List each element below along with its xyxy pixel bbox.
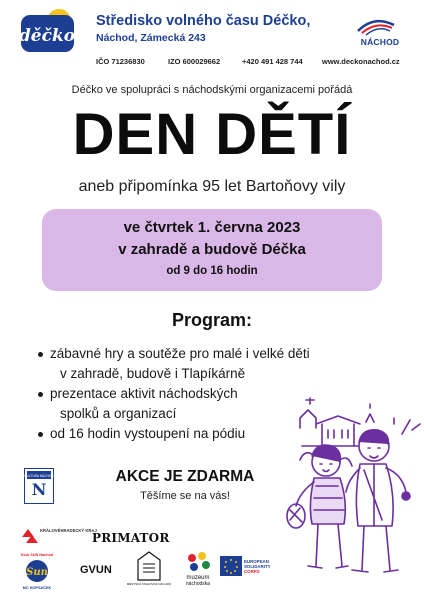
boy-drawing — [346, 430, 410, 572]
org-name: Středisko volného času Déčko, — [96, 13, 311, 29]
primator-logo: PRIMATOR — [92, 531, 170, 545]
event-time: od 9 do 16 hodin — [166, 265, 258, 277]
svg-text:EUROPEAN: EUROPEAN — [244, 559, 269, 564]
svg-text:SOLIDARITY: SOLIDARITY — [244, 564, 271, 569]
program-item-1: zábavné hry a soutěže pro malé i velké děti — [50, 346, 310, 361]
intro-text: Déčko ve spolupráci s náchodskými organizacemi pořádá — [71, 84, 353, 96]
svg-text:Klub SUN Náchod: Klub SUN Náchod — [20, 553, 54, 557]
svg-text:CORPS: CORPS — [244, 569, 260, 574]
svg-text:KRÁLOVÉHRADECKÝ KRAJ: KRÁLOVÉHRADECKÝ KRAJ — [40, 528, 97, 533]
kids-villa-illustration — [282, 394, 424, 600]
mestska-knihovna-logo — [126, 550, 172, 586]
muzeum-nachodska-logo — [180, 549, 216, 587]
svg-text:N: N — [31, 480, 47, 499]
event-date: ve čtvrtek 1. června 2023 — [123, 219, 301, 236]
decko-logo — [18, 8, 82, 58]
program-item-2-cont: spolků a organizací — [60, 406, 177, 421]
contact-row — [0, 57, 424, 69]
izo-number: IZO 600029662 — [168, 57, 221, 66]
free-subtitle: Těšíme se na vás! — [140, 490, 230, 502]
website-link[interactable]: www.deckonachod.cz — [322, 57, 400, 66]
org-address: Náchod, Zámecká 243 — [96, 32, 206, 44]
program-item-3: od 16 hodin vystoupení na pódiu — [50, 426, 246, 441]
sun-club-logo — [20, 551, 54, 591]
gvun-logo: GVUN — [80, 564, 112, 576]
phone-number: +420 491 428 744 — [242, 57, 303, 66]
bullet-icon — [38, 352, 43, 357]
bullet-icon — [38, 432, 43, 437]
svg-text:náchodska: náchodska — [185, 581, 211, 587]
date-box — [42, 209, 382, 291]
kralovehradecky-kraj-logo — [20, 523, 97, 547]
kultura-nachod-logo — [24, 468, 54, 504]
girl-drawing — [287, 445, 352, 568]
svg-text:KULTURA NÁCHOD: KULTURA NÁCHOD — [24, 474, 54, 478]
nachod-logo-text: NÁCHOD — [360, 37, 400, 47]
page-subtitle: aneb připomínka 95 let Bartoňovy vily — [78, 178, 346, 195]
program-title: Program: — [171, 310, 252, 330]
program-item-2: prezentace aktivit náchodských — [50, 386, 238, 401]
bullet-icon — [38, 392, 43, 397]
free-admission: AKCE JE ZDARMA — [115, 468, 255, 485]
page-title: DEN DĚTÍ — [72, 102, 352, 167]
program-item-1-cont: v zahradě, budově i Tlapíkárně — [60, 366, 246, 381]
svg-text:muzeum: muzeum — [186, 575, 210, 581]
european-solidarity-corps-logo — [220, 556, 272, 576]
svg-text:MC HOPSÁČEK: MC HOPSÁČEK — [22, 586, 52, 590]
svg-text:Sun: Sun — [26, 567, 48, 578]
header — [0, 0, 424, 70]
event-location: v zahradě a budově Déčka — [118, 241, 306, 258]
logo-text: děčko — [18, 26, 76, 46]
svg-text:MĚSTSKÁ KNIHOVNA NÁCHOD: MĚSTSKÁ KNIHOVNA NÁCHOD — [126, 582, 172, 586]
ico-number: IČO 71236830 — [96, 57, 145, 66]
